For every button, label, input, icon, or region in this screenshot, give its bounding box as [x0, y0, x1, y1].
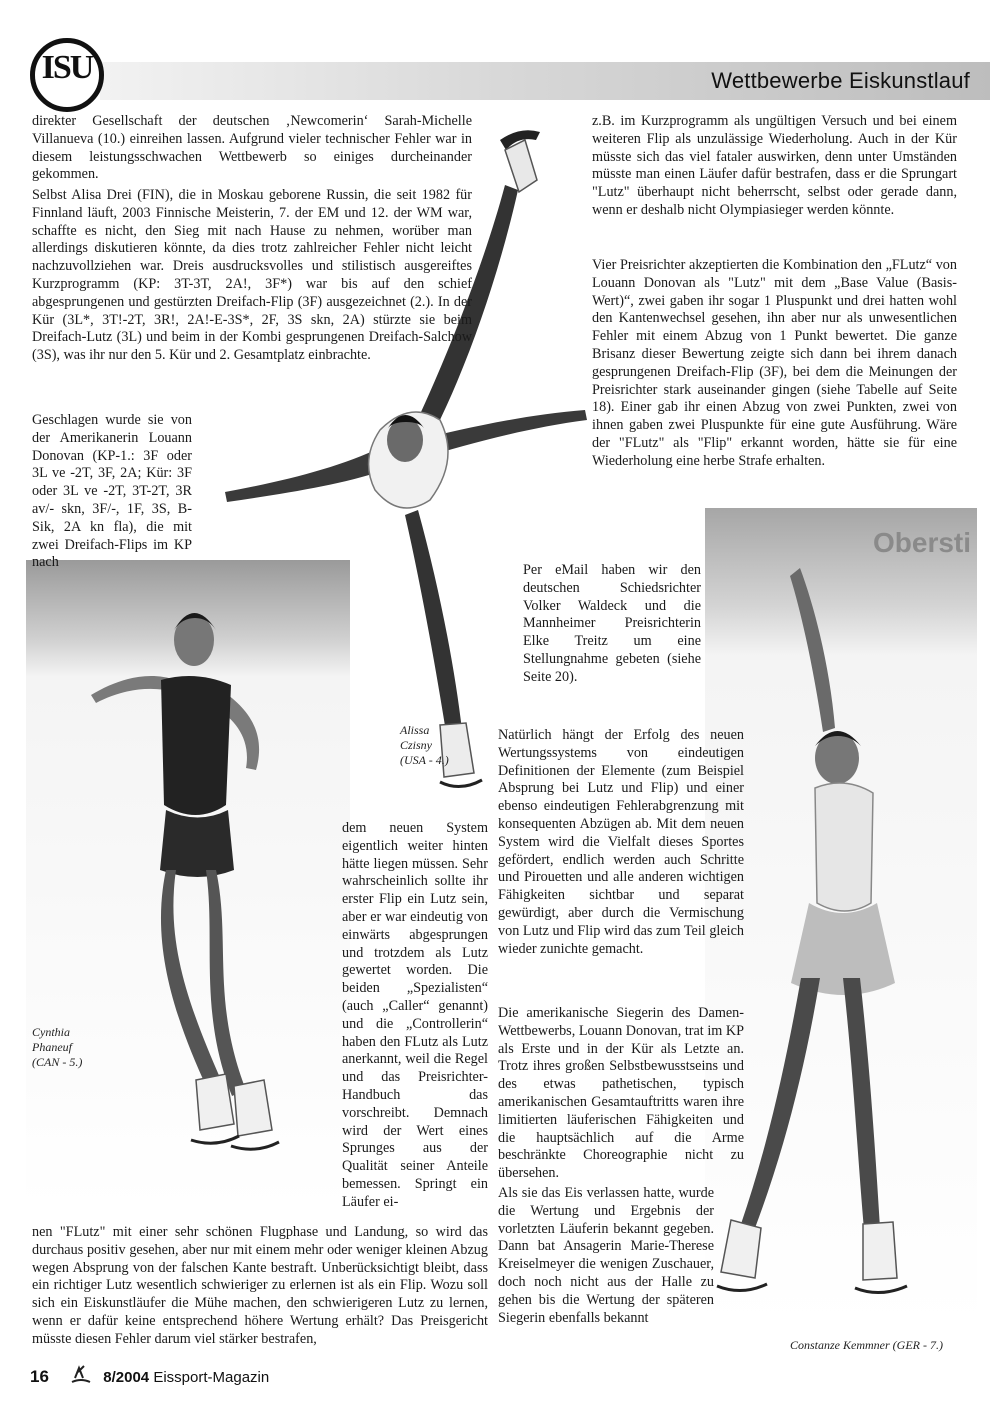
paragraph: z.B. im Kurzprogramm als ungültigen Versuch und bei einem weiteren Flip als unzulässige Wiederholung. Auch in der Kür müsste sich das viel fataler auswirken, denn unter Umständen müsste man einen Läufer dafür bestrafen, dass er die Sprungart "Lutz" überhaupt nicht beherrscht, selbst oder gerade dann, wenn er deshalb nicht Olympiasieger werden könnte. — [592, 113, 957, 218]
article-col-right-top-3 — [523, 562, 701, 687]
article-col-right-bottom-2 — [498, 1005, 744, 1183]
article-col-right-top-2 — [592, 257, 957, 469]
magazine-name: Eissport-Magazin — [153, 1369, 270, 1386]
photo-constanze-kemmner — [705, 508, 977, 1328]
article-col-left-lower — [32, 412, 192, 572]
page-footer — [30, 1364, 269, 1387]
paragraph: Geschlagen wurde sie von der Amerikanerin Louann Donovan (KP-1.: 3F oder 3L ve -2T, 3F, 2A; Kür: 3F oder 3L ve -2T, 3T-2T, 3R av/- skn, 3F/-, 1F, 3S, B-Sik, 2A kn fla), die mit zwei Dreifach-Flips im KP nach — [32, 412, 192, 571]
caption-line: Phaneuf — [32, 1040, 72, 1054]
section-title: Wettbewerbe Eiskunstlauf — [711, 68, 970, 93]
article-col-mid-bottom — [342, 820, 488, 1212]
section-header-bar — [100, 62, 990, 100]
isu-logo — [30, 38, 104, 112]
caption-line: (USA - 4.) — [400, 753, 449, 767]
paragraph: Natürlich hängt der Erfolg des neuen Wertungssystems von eindeutigen Definitionen der Elemente (zum Beispiel Absprung bei Lutz und Flip) und einer ebenso eindeutigen Fehlerabgrenzung mit konsequenten Abzügen ab. Mit dem neuen System wird die Vielfalt dieses Sportes gefördert, endlich werden auch Schritte und Pirouetten und alle anderen wichtigen Fähigkeiten sichtbar und separat gewürdigt, aber durch die Vermischung von Lutz und Flip wird das zum Teil gleich wieder zunichte gemacht. — [498, 727, 744, 957]
paragraph: dem neuen System eigentlich weiter hinten hätte liegen müssen. Sehr wahrscheinlich sollte ihr erster Flip ein Lutz sein, aber er war eindeutig von einwärts abgesprungen und trotzdem als Lutz gewertet worden. Die beiden „Spezialisten“ (auch „Caller“ genannt) und die „Controllerin“ haben den FLutz als Lutz anerkannt, weil die Regel und das Preisrichter-Handbuch das vorschreibt. Demnach wird der Wert eines Sprunges aus der Qualität seiner Anteile bemessen. Springt ein Läufer ei- — [342, 820, 488, 1210]
svg-text:Obersti: Obersti — [873, 527, 972, 558]
article-col-left-middle — [32, 187, 472, 365]
caption-line: Alissa — [400, 723, 430, 737]
article-col-right-top — [592, 113, 957, 220]
paragraph: Als sie das Eis verlassen hatte, wurde die Wertung und Ergebnis der vorletzten Läuferin bekannt gegeben. Dann bat Ansagerin Marie-Therese Kreiselmeyer die wenigen Zuschauer, doch noch nicht aus der Halle zu gehen bis die Wertung der späteren Siegerin ebenfalls bekannt — [498, 1185, 714, 1326]
caption-alissa — [400, 723, 449, 768]
paragraph: Selbst Alisa Drei (FIN), die in Moskau geborene Russin, die seit 1982 für Finnland läuft, 2003 Finnische Meisterin, 7. der EM und 12. der WM war, schaffte es nicht, den Sieg mit nach Hause zu nehmen, worüber man allerdings diskutieren könnte, da dies trotz zahlreicher Fehler nicht leicht nachzuvollziehen war. Dreis ausdrucksvolles und stilistisch ausgereiftes Kurzprogramm (KP: 3T-3T, 2A!, 3F*) war bis auf den schief abgesprungenen und gestürzten Dreifach-Flip (3F) ausgezeichnet (2.). In der Kür (3L*, 3T!-2T, 3R!, 2A!-E-3S*, 2F, 3S skn, 2A) stürzte sie beim Dreifach-Lutz (3L) und beim in der Kombi gesprungenen Dreifach-Salchow (3S), was ihr nur den 5. Kür und 2. Gesamtplatz einbrachte. — [32, 187, 472, 364]
caption-constanze: Constanze Kemmner (GER - 7.) — [790, 1338, 943, 1352]
article-col-right-bottom-3 — [498, 1185, 714, 1327]
article-bottom-span — [32, 1224, 488, 1349]
caption-line: (CAN - 5.) — [32, 1055, 83, 1069]
page-number: 16 — [30, 1367, 49, 1386]
paragraph: Vier Preisrichter akzeptierten die Kombination den „FLutz“ von Louann Donovan als "Lutz" mit dem „Base Value (Basis-Wert)“, zwei gaben ihr sogar 1 Pluspunkt und drei hatten wohl den Kantenwechsel gesehen, ihn aber nur als unwesentlichen Fehler mit einem Abzug von 1 Punkt bewertet. Die ganze Brisanz dieser Bewertung zeigte sich dann bei ihrem danach gesprungenen Dreifach-Flip (3F), bei dem die Meinungen der Preisrichter stark auseinander gingen (siehe Tabelle auf Seite 18). Einer gab ihr einen Abzug von zwei Punkten, zwei von ihnen gaben zwei Pluspunkte für eine gute Ausführung. Wäre der "FLutz" als "Flip" erkannt worden, hätte sie für eine Wiederholung eine herbe Strafe erhalten. — [592, 257, 957, 469]
caption-line: Czisny — [400, 738, 433, 752]
issue-number: 8/2004 — [103, 1369, 150, 1386]
caption-cynthia — [32, 1025, 82, 1070]
photo-cynthia-phaneuf — [26, 560, 350, 1210]
article-col-left-top — [32, 113, 472, 184]
caption-line: Cynthia — [32, 1025, 70, 1039]
isu-logo-text: ISU — [41, 49, 93, 86]
paragraph: Die amerikanische Siegerin des Damen-Wettbewerbs, Louann Donovan, trat im KP als Erste und in der Kür als Letzte an. Trotz ihres großen Selbstbewusstseins und des etwas pathetischen, typisch amerikanischen Gesamtauftritts waren ihre limitierten läuferischen Fähigkeiten und die hauptsächlich auf die Arme beschränkte Choreographie nicht zu übersehen. — [498, 1005, 744, 1182]
article-col-right-bottom — [498, 727, 744, 958]
paragraph: Per eMail haben wir den deutschen Schiedsrichter Volker Waldeck und die Mannheimer Preisrichterin Elke Treitz um eine Stellungnahme gebeten (siehe Seite 20). — [523, 562, 701, 685]
paragraph: nen "FLutz" mit einer sehr schönen Flugphase und Landung, so wird das durchaus positiv gesehen, aber nur mit einem mehr oder weniger kleinen Abzug wegen Absprung von der falschen Kante bestraft. Unberücksichtigt bleibt, dass ein richtiger Lutz wesentlich schwieriger zu erlernen ist als ein Flip. Wozu soll sich ein Eiskunstläufer die Mühe machen, den schwierigeren Lutz zu lernen, wenn er dafür keine entsprechend höhere Wertung erhält? Das Preisgericht müsste diesen Fehler darum viel stärker bestrafen, — [32, 1224, 488, 1347]
paragraph: direkter Gesellschaft der deutschen ‚Newcomerin‘ Sarah-Michelle Villanueva (10.) einreihen lassen. Aufgrund vieler technischer Fehler war in diesem leistungsschwachen Wettbewerb so einiges durcheinander gekommen. — [32, 113, 472, 183]
magazine-logo-icon — [69, 1364, 93, 1386]
